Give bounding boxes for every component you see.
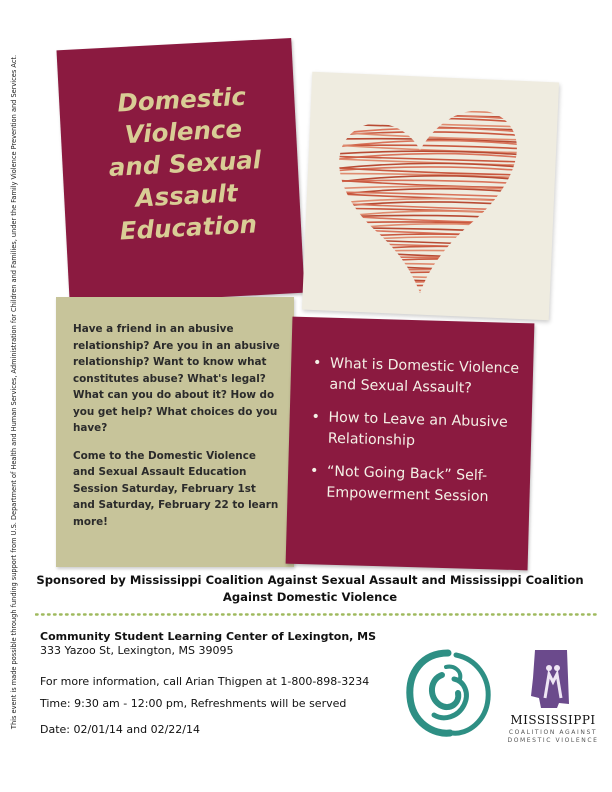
- venue-block: [40, 630, 376, 658]
- logo-name: MISSISSIPPI: [510, 713, 596, 727]
- mississippi-map-icon: [503, 648, 603, 710]
- intro-invite: Come to the Domestic Violence and Sexual Assault Education Session Saturday, February 1st and Saturday, February 22 to learn more!: [73, 449, 279, 528]
- event-date: Date: 02/01/14 and 02/22/14: [40, 723, 200, 736]
- heart-stroke: [318, 104, 538, 108]
- topics-list: [304, 353, 523, 521]
- heart-stroke: [318, 215, 538, 220]
- heart-stroke: [318, 202, 538, 210]
- topic-item: [306, 407, 522, 455]
- heart-stroke: [318, 263, 538, 268]
- title-line: Assault: [134, 178, 239, 213]
- venue-address: 333 Yazoo St, Lexington, MS 39095: [40, 644, 234, 657]
- heart-stroke: [318, 110, 538, 115]
- event-time: Time: 9:30 am - 12:00 pm, Refreshments will be served: [40, 697, 347, 710]
- heart-stroke: [318, 224, 538, 233]
- sponsor-text: Sponsored by Mississippi Coalition Against Sexual Assault and Mississippi Coalition Against Domestic Violence: [36, 573, 584, 604]
- title-line: and Sexual: [108, 145, 262, 182]
- heart-stroke: [318, 272, 538, 280]
- heart-stroke: [318, 109, 538, 118]
- title-line: Education: [119, 209, 258, 246]
- heart-stroke: [318, 250, 538, 255]
- intro-questions: Have a friend in an abusive relationship? Are you in an abusive relationship? Want to know what constitutes abuse? What's legal? What can you do about it? How do you get help? What choices do you have?: [73, 323, 280, 434]
- topic-item: [304, 461, 520, 509]
- funding-note: [2, 40, 26, 744]
- topic-label: What is Domestic Violence and Sexual Assault?: [329, 355, 520, 397]
- heart-stroke: [318, 282, 538, 289]
- dotted-divider: [35, 613, 600, 616]
- heart-stroke: [318, 292, 538, 297]
- venue-name: Community Student Learning Center of Lexington, MS: [40, 630, 377, 643]
- event-title: [66, 78, 304, 250]
- heart-stroke: [318, 238, 538, 245]
- logo-line: COALITION AGAINST: [508, 729, 598, 736]
- bullet-icon: •: [312, 355, 322, 372]
- bullet-icon: •: [311, 409, 321, 426]
- heart-stroke: [318, 105, 538, 114]
- funding-note-text: This event is made possible through funding support from U.S. Department of Health and Human Services, Administration for Children and Families, under the Family Violence Prevention and Services Act.: [10, 54, 18, 730]
- topic-label: How to Leave an Abusive Relationship: [327, 409, 508, 450]
- title-line: Violence: [123, 113, 243, 150]
- contact-info: For more information, call Arian Thigpen at 1-800-898-3234: [40, 675, 370, 688]
- domestic-violence-coalition-logo: [503, 648, 603, 748]
- heart-stroke: [318, 116, 538, 121]
- heart-stroke: [318, 277, 538, 284]
- logo-line: DOMESTIC VIOLENCE: [507, 737, 599, 744]
- topic-label: “Not Going Back” Self-Empowerment Session: [326, 463, 489, 506]
- heart-stroke: [318, 119, 538, 126]
- title-line: Domestic: [116, 81, 247, 118]
- sexual-assault-coalition-logo: [400, 645, 496, 741]
- info-text: [73, 321, 281, 530]
- heart-stroke: [318, 132, 538, 137]
- heart-stroke: [318, 228, 538, 233]
- topic-item: [307, 353, 523, 401]
- scribbled-heart-image: [318, 95, 538, 305]
- heart-stroke: [318, 285, 538, 294]
- heart-stroke: [318, 242, 538, 248]
- heart-stroke: [318, 285, 538, 290]
- bullet-icon: •: [309, 463, 319, 480]
- heart-stroke: [318, 274, 538, 281]
